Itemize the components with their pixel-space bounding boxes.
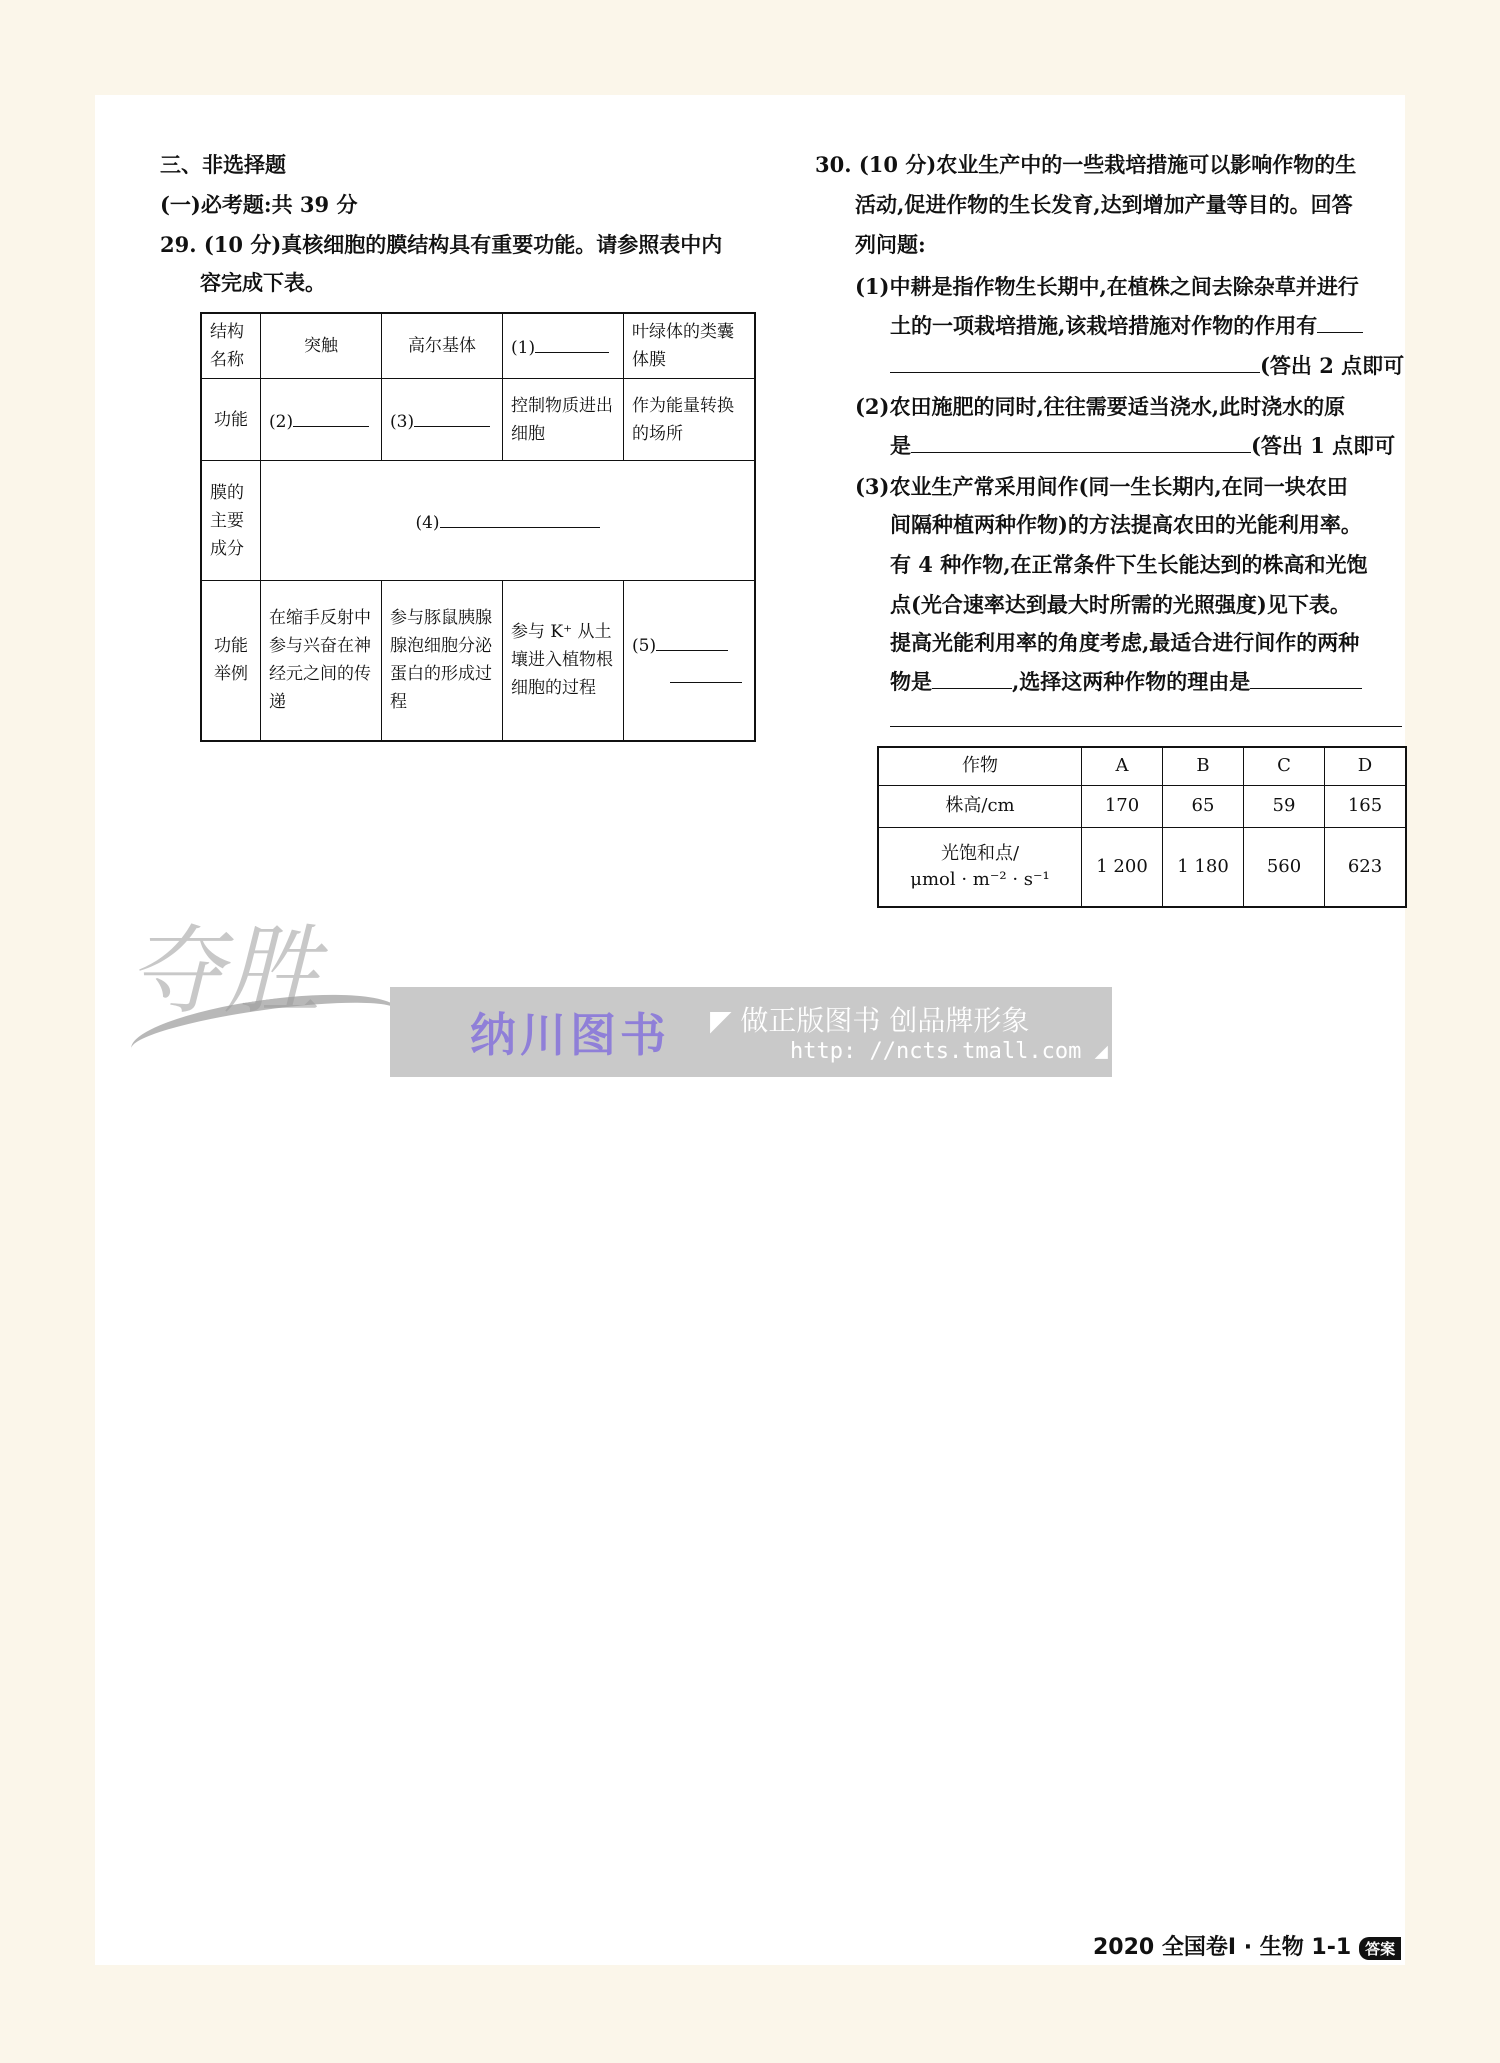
q30-row-saturation-label (878, 827, 1082, 907)
q30-header-b: B (1163, 747, 1244, 785)
q29-blank4-label: (4) (415, 512, 440, 533)
q30-part2-line1: (2)农田施肥的同时,往往需要适当浇水,此时浇水的原 (855, 394, 1346, 419)
q29-cell-blank3 (382, 379, 503, 461)
q30-part1-blank-b (890, 350, 1260, 373)
q30-saturation-c: 560 (1244, 827, 1325, 907)
q29-table (200, 312, 756, 742)
q29-cell-structure-label: 结构名称 (201, 313, 261, 379)
q29-blank5-line1 (656, 628, 728, 651)
q30-stem-line3: 列问题: (855, 232, 926, 257)
q29-blank4-line (440, 505, 600, 528)
q30-part1-blank-a (1317, 310, 1363, 333)
q30-part2-line2 (890, 430, 1395, 461)
q30-saturation-b: 1 180 (1163, 827, 1244, 907)
watermark-url: http: //ncts.tmall.com ◢ (790, 1039, 1108, 1064)
q29-blank5-line2 (670, 660, 742, 683)
q30-part3-line2: 间隔种植两种作物)的方法提高农田的光能利用率。 (890, 512, 1362, 537)
q29-cell-synapse-example: 在缩手反射中参与兴奋在神经元之间的传递 (261, 581, 382, 741)
q29-blank3-label: (3) (390, 411, 415, 432)
q29-cell-membrane-example: 参与 K⁺ 从土壤进入植物根细胞的过程 (503, 581, 624, 741)
section-subtitle: (一)必考题:共 39 分 (160, 192, 358, 217)
q29-cell-blank4 (261, 461, 756, 581)
q30-part1-line2 (890, 310, 1363, 341)
q30-header-a: A (1082, 747, 1163, 785)
watermark-banner (390, 987, 1112, 1077)
q29-stem-line2: 容完成下表。 (200, 270, 326, 295)
q30-header-crop: 作物 (878, 747, 1082, 785)
q30-height-b: 65 (1163, 785, 1244, 827)
q30-part3-text-b: ,选择这两种作物的理由是 (1012, 669, 1251, 694)
q30-part1-line1: (1)中耕是指作物生长期中,在植株之间去除杂草并进行 (855, 274, 1359, 299)
q29-blank2-line (293, 404, 369, 427)
q30-part3-line5: 提高光能利用率的角度考虑,最适合进行间作的两种 (890, 630, 1360, 655)
section-title: 三、非选择题 (160, 152, 286, 177)
q30-part3-line4: 点(光合速率达到最大时所需的光照强度)见下表。 (890, 592, 1351, 617)
q29-cell-function-label: 功能 (201, 379, 261, 461)
watermark-stamp: 夺胜 (128, 915, 320, 1027)
q30-part1-note: (答出 2 点即可 (1260, 353, 1405, 378)
watermark-brand: 纳川图书 (470, 1008, 670, 1062)
q30-part2-text: 是 (890, 433, 911, 458)
page-footer (1093, 1930, 1401, 1961)
q29-cell-synapse: 突触 (261, 313, 382, 379)
q30-part1-line3 (890, 350, 1404, 381)
q29-cell-golgi: 高尔基体 (382, 313, 503, 379)
q30-saturation-label-line1: 光饱和点/ (940, 842, 1020, 864)
q30-part3-line3: 有 4 种作物,在正常条件下生长能达到的株高和光饱 (890, 552, 1368, 577)
q30-stem-line2: 活动,促进作物的生长发育,达到增加产量等目的。回答 (855, 192, 1353, 217)
watermark-slogan: ◤ 做正版图书 创品牌形象 (710, 1004, 1030, 1037)
q30-part2-note: (答出 1 点即可 (1251, 433, 1396, 458)
q29-cell-blank2 (261, 379, 382, 461)
q30-part3-line1: (3)农业生产常采用间作(同一生长期内,在同一块农田 (855, 474, 1348, 499)
q30-part3-blank-c (890, 726, 1402, 727)
q30-stem-line1: 30. (10 分)农业生产中的一些栽培措施可以影响作物的生 (815, 152, 1357, 177)
q30-header-d: D (1325, 747, 1407, 785)
q30-row-height-label: 株高/cm (878, 785, 1082, 827)
q29-blank1-label: (1) (511, 338, 536, 358)
q30-part3-blank-a (932, 666, 1012, 689)
q29-stem-line1: 29. (10 分)真核细胞的膜结构具有重要功能。请参照表中内 (160, 232, 723, 257)
q30-height-d: 165 (1325, 785, 1407, 827)
q30-height-a: 170 (1082, 785, 1163, 827)
q29-cell-golgi-example: 参与豚鼠胰腺腺泡细胞分泌蛋白的形成过程 (382, 581, 503, 741)
footer-text: 2020 全国卷Ⅰ · 生物 1-1 (1093, 1935, 1352, 1960)
q30-saturation-label-line2: μmol · m⁻² · s⁻¹ (910, 868, 1050, 890)
q30-part3-blank-b (1250, 666, 1362, 689)
q29-cell-thylakoid: 叶绿体的类囊体膜 (624, 313, 756, 379)
q30-part2-blank (911, 430, 1251, 453)
q30-height-c: 59 (1244, 785, 1325, 827)
q29-cell-membrane-function: 控制物质进出细胞 (503, 379, 624, 461)
q29-cell-blank5 (624, 581, 756, 741)
q30-part1-text: 土的一项栽培措施,该栽培措施对作物的作用有 (890, 313, 1318, 338)
q29-cell-example-label: 功能举例 (201, 581, 261, 741)
q30-table (877, 746, 1407, 908)
q30-part3-text-a: 物是 (890, 669, 932, 694)
q29-blank3-line (414, 404, 490, 427)
q29-blank5-label: (5) (632, 636, 657, 657)
q30-saturation-a: 1 200 (1082, 827, 1163, 907)
q29-blank1-line (535, 330, 609, 353)
answer-tag: 答案 (1359, 1937, 1401, 1960)
q30-header-c: C (1244, 747, 1325, 785)
q29-blank2-label: (2) (269, 411, 294, 432)
q29-cell-blank1 (503, 313, 624, 379)
q29-cell-thylakoid-function: 作为能量转换的场所 (624, 379, 756, 461)
q30-saturation-d: 623 (1325, 827, 1407, 907)
q29-cell-composition-label: 膜的主要成分 (201, 461, 261, 581)
q30-part3-line6 (890, 666, 1362, 697)
